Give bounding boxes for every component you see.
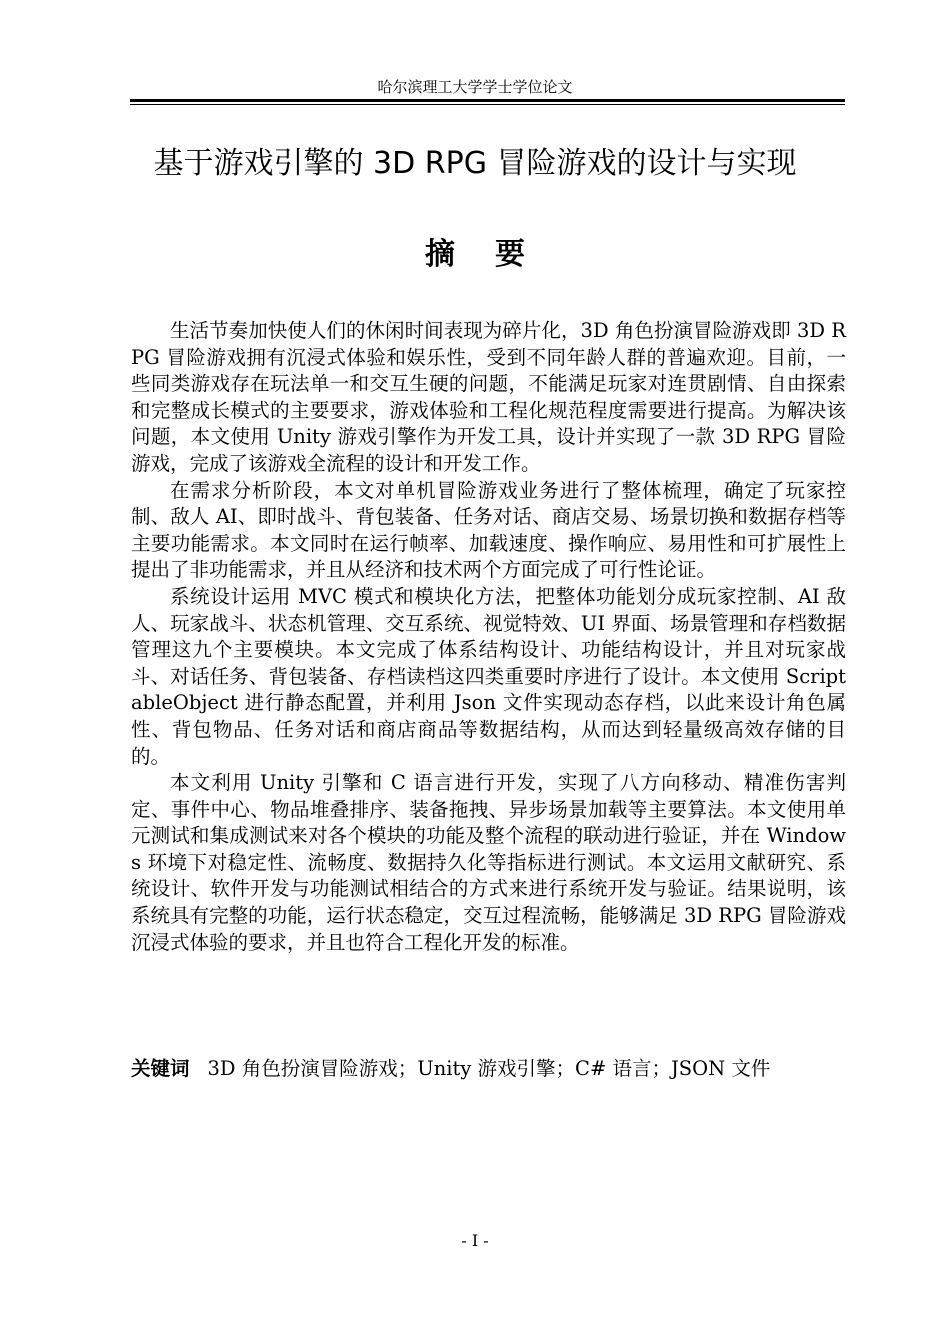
abstract-paragraph: 本文利用 Unity 引擎和 C 语言进行开发，实现了八方向移动、精准伤害判定、事件中心、物品堆叠排序、装备拖拽、异步场景加载等主要算法。本文使用单元测试和集成测试来对各个模块的功能及整个流程的联动进行验证，并在 Windows 环境下对稳定性、流畅度、数据持久化等指标进行测试。本文运用文献研究、系统设计、软件开发与功能测试相结合的方式来进行系统开发与验证。结果说明，该系统具有完整的功能，运行状态稳定，交互过程流畅，能够满足 3D RPG 冒险游戏沉浸式体验的要求，并且也符合工程化开发的标准。 [131, 771, 846, 954]
page-number: - I - [461, 1231, 489, 1250]
keywords-line [131, 1056, 846, 1082]
abstract-paragraph: 系统设计运用 MVC 模式和模块化方法，把整体功能划分成玩家控制、AI 敌人、玩家战斗、状态机管理、交互系统、视觉特效、UI 界面、场景管理和存档数据管理这九个主要模块。本文完成了体系结构设计、功能结构设计，并且对玩家战斗、对话任务、背包装备、存档读档这四类重要时序进行了设计。本文使用 ScriptableObject 进行静态配置，并利用 Json 文件实现动态存档，以此来设计角色属性、背包物品、任务对话和商店商品等数据结构，从而达到轻量级高效存储的目的。 [131, 584, 846, 768]
keywords-label: 关键词 [131, 1057, 190, 1080]
header-rule-thin [130, 104, 845, 105]
abstract-body [131, 318, 846, 956]
running-header: 哈尔滨理工大学学士学位论文 [377, 78, 573, 96]
keywords-text: 3D 角色扮演冒险游戏；Unity 游戏引擎；C# 语言；JSON 文件 [207, 1057, 771, 1080]
thesis-title: 基于游戏引擎的 3D RPG 冒险游戏的设计与实现 [153, 146, 797, 181]
abstract-heading: 摘要 [425, 237, 565, 272]
abstract-paragraph: 在需求分析阶段，本文对单机冒险游戏业务进行了整体梳理，确定了玩家控制、敌人 AI、即时战斗、背包装备、任务对话、商店交易、场景切换和数据存档等主要功能需求。本文同时在运行帧率、加载速度、操作响应、易用性和可扩展性上提出了非功能需求，并且从经济和技术两个方面完成了可行性论证。 [131, 478, 846, 582]
abstract-paragraph: 生活节奏加快使人们的休闲时间表现为碎片化，3D 角色扮演冒险游戏即 3D RPG 冒险游戏拥有沉浸式体验和娱乐性，受到不同年龄人群的普遍欢迎。目前，一些同类游戏存在玩法单一和交互生硬的问题，不能满足玩家对连贯剧情、自由探索和完整成长模式的主要要求，游戏体验和工程化规范程度需要进行提高。为解决该问题，本文使用 Unity 游戏引擎作为开发工具，设计并实现了一款 3D RPG 冒险游戏，完成了该游戏全流程的设计和开发工作。 [131, 319, 846, 475]
header-rule-thick [130, 99, 845, 102]
